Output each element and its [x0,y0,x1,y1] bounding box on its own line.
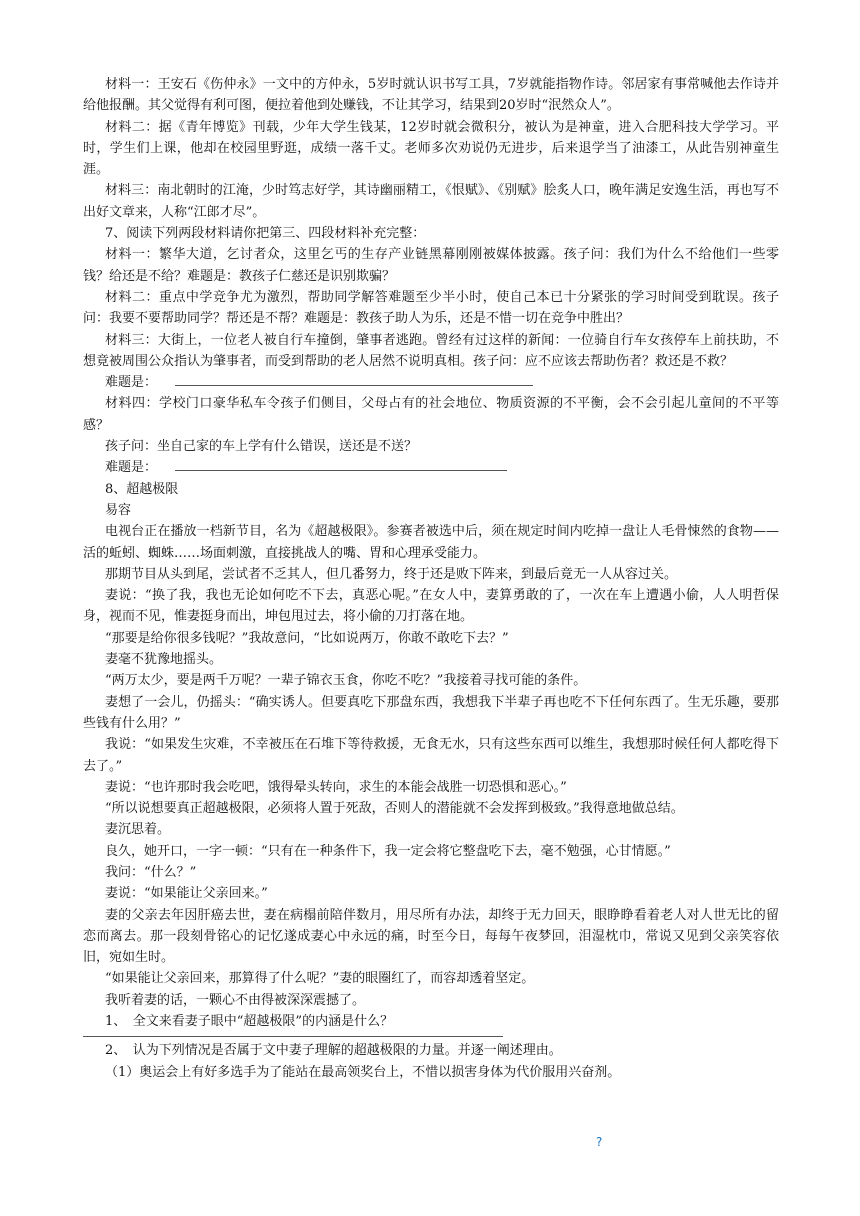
material-paragraph: 材料二：重点中学竞争尤为激烈，帮助同学解答难题至少半小时，使自己本已十分紧张的学习时间受到耽误。孩子问：我要不要帮助同学？帮还是不帮？难题是：教孩子助人为乐，还是不惜一切在竞争中胜出？ [83,289,779,327]
answer-blank-line[interactable] [175,460,507,471]
article-paragraph: 电视台正在播放一档新节目，名为《超越极限》。参赛者被选中后，须在规定时间内吃掉一盘让人毛骨悚然的食物——活的蚯蚓、蜘蛛……场面刺激，直接挑战人的嘴、胃和心理承受能力。 [83,524,779,561]
article-paragraph: 我听着妻的话，一颗心不由得被深深震撼了。 [105,992,366,1008]
answer-blank-line[interactable] [175,375,533,386]
article-paragraph: 妻的父亲去年因肝癌去世，妻在病榻前陪伴数月，用尽所有办法，却终于无力回天，眼睁睁看着老人对人世无比的留恋而离去。那一段刻骨铭心的记忆遂成妻心中永远的痛，时至今日，每每午夜梦回，泪湿枕巾，常说又见到父亲笑容依旧，宛如生时。 [83,907,779,966]
article-paragraph: “如果能让父亲回来，那算得了什么呢？”妻的眼圈红了，而容却透着坚定。 [105,971,535,987]
article-author: 易容 [105,502,132,518]
answer-prompt-row [83,372,779,393]
material-paragraph: 材料一：王安石《伤仲永》一文中的方仲永，5岁时就认识书写工具，7岁就能指物作诗。邻居家有事常喊他去作诗并给他报酬。其父觉得有利可图，便拉着他到处赚钱，不让其学习，结果到20岁时“泯然众人”。 [83,77,779,114]
document-body [83,74,779,1083]
question-item: 1、 全文来看妻子眼中“超越极限”的内涵是什么？ [105,1014,394,1030]
material-paragraph: 材料四：学校门口豪华私车令孩子们侧目，父母占有的社会地位、物质资源的不平衡，会不会引起儿童间的不平等感？ [83,396,779,433]
article-paragraph: 妻说：“如果能让父亲回来。” [105,886,268,902]
material-paragraph: 材料一：繁华大道，乞讨者众，这里乞丐的生存产业链黑幕刚刚被媒体披露。孩子问：我们为什么不给他们一些零钱？给还是不给？难题是：教孩子仁慈还是识别欺骗？ [83,247,779,284]
article-paragraph: 妻说：“换了我，我也无论如何吃不下去，真恶心呢。”在女人中，妻算勇敢的了，一次在车上遭遇小偷，人人明哲保身，视而不见，惟妻挺身而出，坤包甩过去，将小偷的刀打落在地。 [83,588,779,625]
article-paragraph: “所以说想要真正超越极限，必须将人置于死敌，否则人的潜能就不会发挥到极致。”我得意地做总结。 [105,801,684,817]
article-paragraph: 那期节目从头到尾，尝试者不乏其人，但几番努力，终于还是败下阵来，到最后竟无一人从容过关。 [105,566,678,582]
answer-prompt-row [83,457,779,478]
article-paragraph: “两万太少，要是两千万呢？一辈子锦衣玉食，你吃不吃？”我接着寻找可能的条件。 [105,673,587,689]
article-paragraph: 妻说：“也许那时我会吃吧，饿得晕头转向，求生的本能会战胜一切恐惧和恶心。” [105,779,567,795]
question-subitem: （1）奥运会上有好多选手为了能站在最高领奖台上，不惜以损害身体为代价服用兴奋剂。 [105,1064,621,1080]
material-paragraph: 材料三：大街上，一位老人被自行车撞倒，肇事者逃跑。曾经有过这样的新闻：一位骑自行车女孩停车上前扶助，不想竟被周围公众指认为肇事者，而受到帮助的老人居然不说明真相。孩子问：应不应该去帮助伤者？救还是不救？ [83,332,779,369]
answer-blank-line[interactable] [83,1036,503,1037]
article-paragraph: 良久，她开口，一字一顿：“只有在一种条件下，我一定会将它整盘吃下去，毫不勉强，心甘情愿。” [105,843,671,859]
question-item: 2、 认为下列情况是否属于文中妻子理解的超越极限的力量。并逐一阐述理由。 [105,1043,562,1059]
article-paragraph: 妻沉思着。 [105,822,171,838]
article-paragraph: “那要是给你很多钱呢？”我故意问，“比如说两万，你敢不敢吃下去？” [105,630,509,646]
material-paragraph: 材料三：南北朝时的江淹，少时笃志好学，其诗幽丽精工，《恨赋》、《别赋》脍炙人口，晚年满足安逸生活，再也写不出好文章来，人称“江郎才尽”。 [83,183,779,220]
child-question: 孩子问：坐自己家的车上学有什么错误，送还是不送？ [105,439,418,455]
question-heading: 8、超越极限 [105,481,179,497]
answer-prompt-label: 难题是： [105,375,158,391]
article-paragraph: 妻毫不犹豫地摇头。 [105,652,223,668]
article-paragraph: 妻想了一会儿，仍摇头：“确实诱人。但要真吃下那盘东西，我想我下半辈子再也吃不下任何东西了。生无乐趣，要那些钱有什么用？” [83,694,779,731]
article-paragraph: 我说：“如果发生灾难，不幸被压在石堆下等待救援，无食无水，只有这些东西可以维生，我想那时候任何人都吃得下去了。” [83,737,779,774]
page-number-mark: ? [596,1135,603,1149]
question-heading: 7、阅读下列两段材料请你把第三、四段材料补充完整： [105,226,426,242]
material-paragraph: 材料二：据《青年博览》刊载，少年大学生钱某，12岁时就会微积分，被认为是神童，进入合肥科技大学学习。平时，学生们上课，他却在校园里野逛，成绩一落千丈。老师多次劝说仍无进步，后来退学当了油漆工，从此告别神童生涯。 [83,119,779,178]
article-paragraph: 我问：“什么？” [105,864,197,880]
answer-prompt-label: 难题是： [105,460,158,476]
